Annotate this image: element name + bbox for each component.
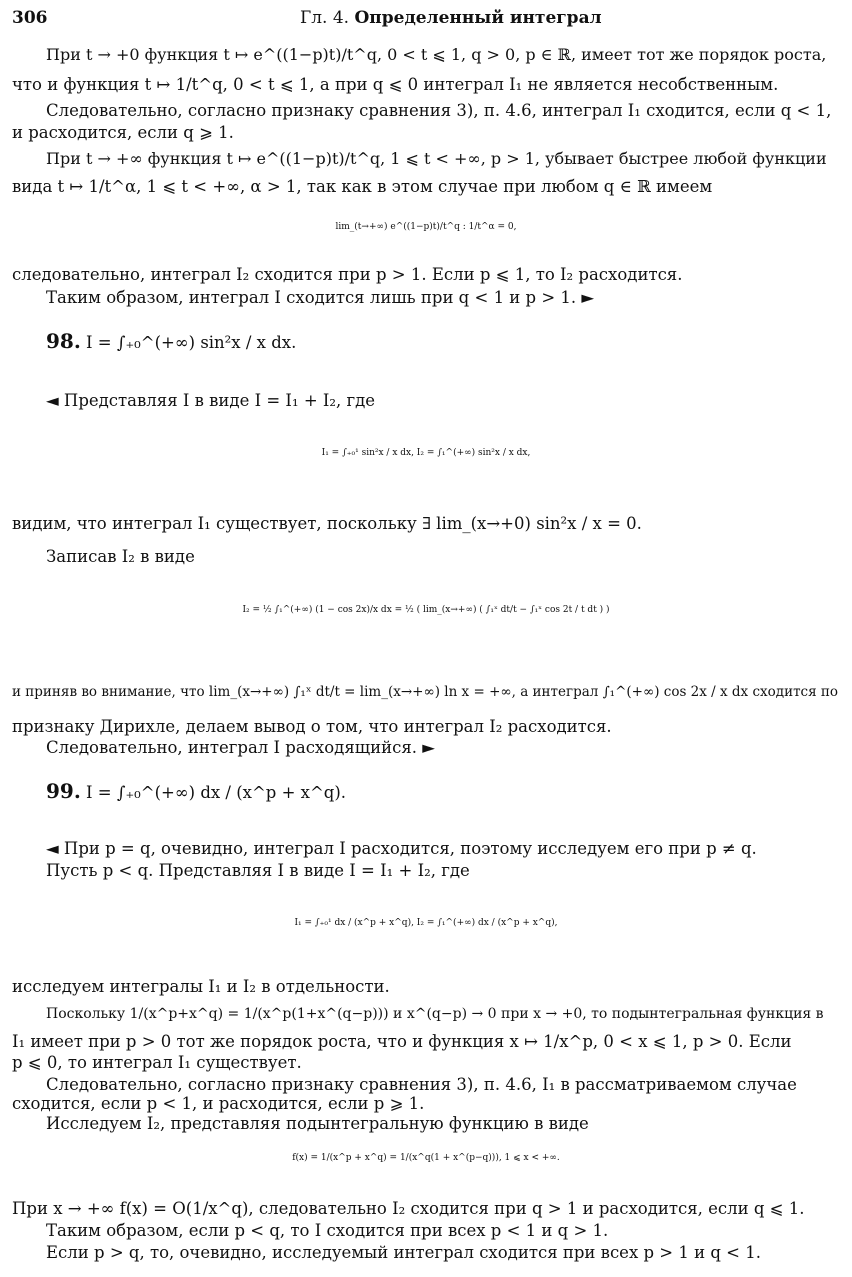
formula: f(x) = 1/(x^p + x^q) = 1/(x^q(1 + x^(p−q))), 1 ⩽ x < +∞. (292, 1153, 560, 1163)
problem-number: 99. (46, 779, 81, 803)
text-line: ◄ При p = q, очевидно, интеграл I расходится, поэтому исследуем его при p ≠ q. (46, 839, 757, 858)
text-line: исследуем интегралы I₁ и I₂ в отдельности. (12, 977, 390, 996)
text-line: При x → +∞ f(x) = O(1/x^q), следовательно I₂ сходится при q > 1 и расходится, если q ⩽ 1. (12, 1199, 805, 1218)
text-line: Следовательно, интеграл I расходящийся. ► (46, 738, 435, 757)
text-line: следовательно, интеграл I₂ сходится при p > 1. Если p ⩽ 1, то I₂ расходится. (12, 265, 683, 284)
page-number: 306 (12, 8, 48, 28)
text-line: сходится, если p < 1, и расходится, если p ⩾ 1. (12, 1094, 425, 1113)
text-line: При t → +0 функция t ↦ e^((1−p)t)/t^q, 0 < t ⩽ 1, q > 0, p ∈ ℝ, имеет тот же порядок роста, (46, 45, 827, 64)
text-line: Следовательно, согласно признаку сравнения 3), п. 4.6, I₁ в рассматриваемом случае (46, 1075, 797, 1094)
problem-statement: I = ∫₊₀^(+∞) dx / (x^p + x^q). (86, 783, 347, 802)
text-line: вида t ↦ 1/t^α, 1 ⩽ t < +∞, α > 1, так как в этом случае при любом q ∈ ℝ имеем (12, 177, 713, 196)
text-line: I₁ имеет при p > 0 тот же порядок роста, что и функция x ↦ 1/x^p, 0 < x ⩽ 1, p > 0. Если (12, 1032, 792, 1051)
formula: I₁ = ∫₊₀¹ dx / (x^p + x^q), I₂ = ∫₁^(+∞) dx / (x^p + x^q), (294, 918, 558, 928)
formula: lim_(t→+∞) e^((1−p)t)/t^q : 1/t^α = 0, (335, 222, 517, 232)
text-line: что и функция t ↦ 1/t^q, 0 < t ⩽ 1, а при q ⩽ 0 интеграл I₁ не является несобственным. (12, 75, 779, 94)
text-line: Пусть p < q. Представляя I в виде I = I₁ + I₂, где (46, 861, 470, 880)
text-line: Поскольку 1/(x^p+x^q) = 1/(x^p(1+x^(q−p))) и x^(q−p) → 0 при x → +0, то подынтегральная функция в (46, 1006, 824, 1022)
text-line: Таким образом, если p < q, то I сходится при всех p < 1 и q > 1. (46, 1221, 609, 1240)
text-line: Исследуем I₂, представляя подынтегральную функцию в виде (46, 1114, 589, 1133)
formula: I₁ = ∫₊₀¹ sin²x / x dx, I₂ = ∫₁^(+∞) sin²x / x dx, (321, 448, 531, 458)
text-line: Таким образом, интеграл I сходится лишь при q < 1 и p > 1. ► (46, 288, 595, 307)
problem-99 (46, 780, 346, 804)
text-line: видим, что интеграл I₁ существует, поскольку ∃ lim_(x→+0) sin²x / x = 0. (12, 514, 642, 533)
text-line: признаку Дирихле, делаем вывод о том, что интеграл I₂ расходится. (12, 717, 612, 736)
text-line: p ⩽ 0, то интеграл I₁ существует. (12, 1053, 302, 1072)
chapter-label: Гл. 4. (300, 8, 350, 28)
text-line: При t → +∞ функция t ↦ e^((1−p)t)/t^q, 1 ⩽ t < +∞, p > 1, убывает быстрее любой функции (46, 149, 827, 168)
problem-number: 98. (46, 329, 81, 353)
text-line: Если p > q, то, очевидно, исследуемый интеграл сходится при всех p > 1 и q < 1. (46, 1243, 761, 1262)
problem-98 (46, 330, 296, 354)
running-header (300, 8, 602, 28)
problem-statement: I = ∫₊₀^(+∞) sin²x / x dx. (86, 333, 297, 352)
text-line: и приняв во внимание, что lim_(x→+∞) ∫₁ˣ dt/t = lim_(x→+∞) ln x = +∞, а интеграл ∫₁^(+∞) cos 2x / x dx сходится по (12, 684, 839, 700)
formula: I₂ = ½ ∫₁^(+∞) (1 − cos 2x)/x dx = ½ ( lim_(x→+∞) ( ∫₁ˣ dt/t − ∫₁ˣ cos 2t / t dt ) ) (242, 605, 610, 615)
text-line: Следовательно, согласно признаку сравнения 3), п. 4.6, интеграл I₁ сходится, если q < 1, (46, 101, 832, 120)
text-line: Записав I₂ в виде (46, 547, 195, 566)
text-line: и расходится, если q ⩾ 1. (12, 123, 234, 142)
chapter-title: Определенный интеграл (354, 8, 602, 28)
text-line: ◄ Представляя I в виде I = I₁ + I₂, где (46, 391, 376, 410)
